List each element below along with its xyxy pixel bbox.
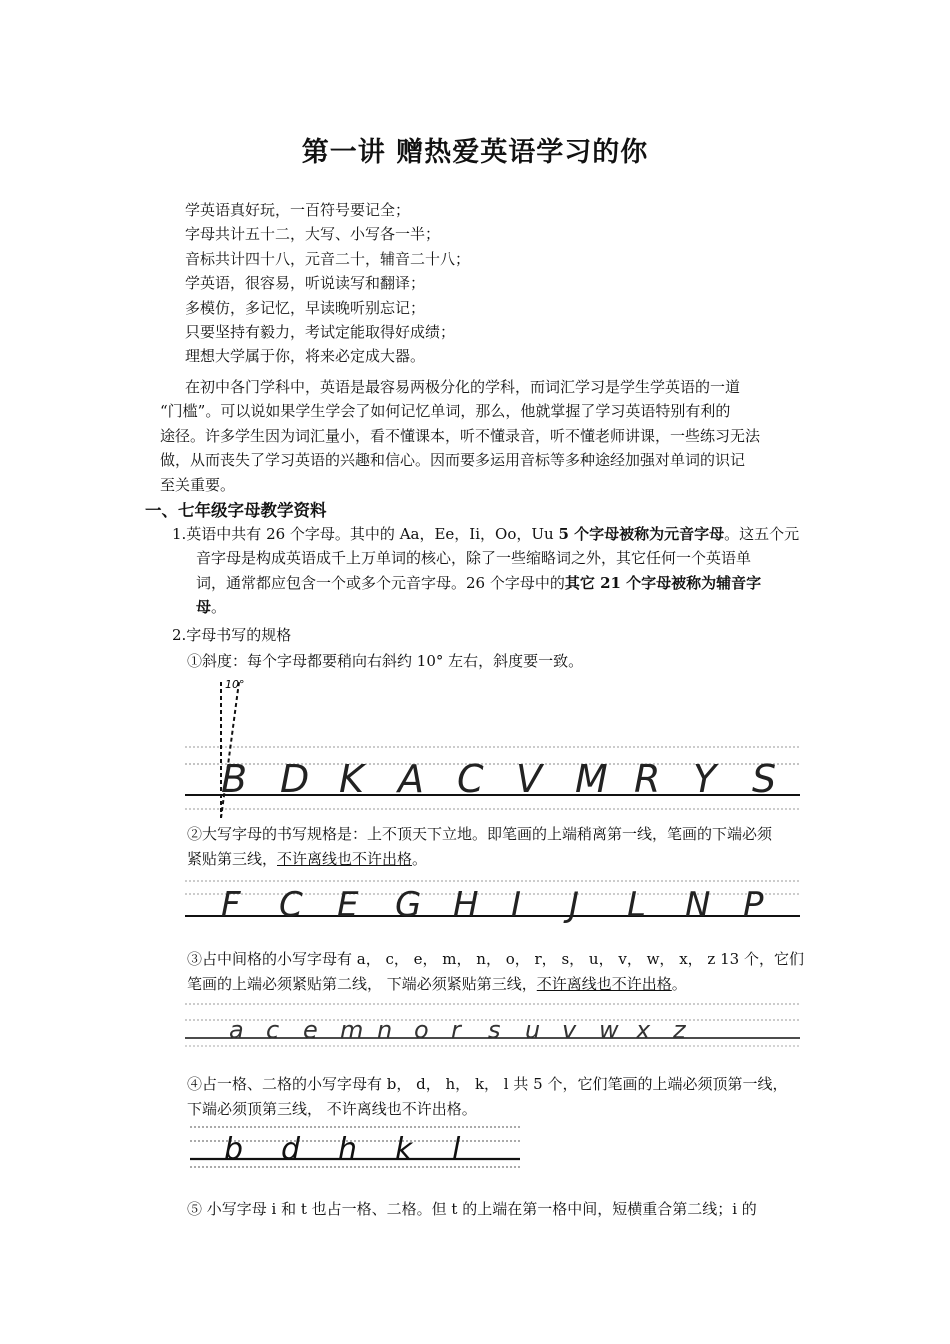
tall-sheet-svg [190,1121,530,1171]
handwritten-letter: R [634,757,661,801]
rule-text: 。 [412,850,428,868]
handwritten-letter: S [752,757,777,801]
poem-line: 学英语真好玩，一百符号要记全； [185,201,411,219]
rule-underlined: 不许离线也不许出格 [277,850,413,868]
intro-paragraph [160,375,810,497]
handwritten-letter: C [279,885,303,924]
rule-capitals: ②大写字母的书写规格是：上不顶天下立地。即笔画的上端稍离第一线，笔画的下端必须 [187,825,773,843]
capitals-sheet-svg [185,876,805,924]
handwriting-sheet-slant [185,672,805,818]
handwritten-letter: G [395,885,422,924]
middle-sheet-svg [185,998,805,1050]
handwritten-letter: C [457,757,484,801]
handwritten-letter: u [525,1016,541,1044]
handwritten-letter: K [339,757,364,801]
handwritten-letter: w [599,1016,619,1044]
handwritten-letter: V [516,757,542,801]
capital-letters [221,885,764,924]
point-1-text: 词，通常都应包含一个或多个元音字母。26 个字母中的 [196,573,565,592]
page-title: 第一讲 赠热爱英语学习的你 [301,137,649,168]
point-2-heading: 2.字母书写的规格 [172,626,292,644]
handwritten-letter: B [221,757,248,801]
point-1-bold: 母 [196,598,212,617]
handwriting-sheet-middle [185,998,805,1050]
handwritten-letter: I [511,885,522,924]
handwritten-letter: z [673,1016,686,1044]
intro-line: 途径。许多学生因为词汇量小，看不懂课本，听不懂录音，听不懂老师讲课，一些练习无法 [160,426,761,445]
rule-capitals-2 [187,847,427,871]
handwritten-letter: F [221,885,241,924]
handwritten-letter: L [627,885,646,924]
handwritten-letter: d [281,1132,301,1167]
handwritten-letter: v [562,1016,577,1044]
angle-label: 10° [225,678,245,691]
rule-text: 笔画的上端必须紧贴第二线， 下端必须紧贴第三线， [187,975,537,993]
handwritten-letter: e [303,1016,318,1044]
handwritten-letter: H [453,885,479,924]
rule-slant: ①斜度：每个字母都要稍向右斜约 10° 左右，斜度要一致。 [187,652,584,670]
handwriting-sheet-tall [190,1121,530,1171]
rule-i-t: ⑤ 小写字母 i 和 t 也占一格、二格。但 t 的上端在第一格中间，短横重合第二线；i 的 [187,1200,757,1218]
intro-line: 在初中各门学科中，英语是最容易两极分化的学科，而词汇学习是学生学英语的一道 [185,378,741,396]
poem-line: 多模仿，多记忆，早读晚听别忘记； [185,298,426,317]
handwritten-letter: a [229,1016,244,1044]
poem-line: 字母共计五十二，大写、小写各一半； [185,225,441,244]
slant-sheet-svg [185,672,805,818]
handwritten-letter: l [452,1132,461,1167]
handwritten-letter: h [338,1132,358,1167]
handwritten-letter: c [266,1016,280,1044]
rule-tall-lowercase: ④占一格、二格的小写字母有 b， d， h， k， l 共 5 个，它们笔画的上端必须顶第一线， [187,1075,788,1093]
handwritten-letter: Y [693,757,717,801]
handwritten-letter: r [451,1016,461,1044]
handwriting-sheet-capitals [185,876,805,924]
handwritten-letter: o [414,1016,429,1044]
point-1 [172,522,812,620]
point-1-line: 音字母是构成英语成千上万单词的核心，除了一些缩略词之外，其它任何一个英语单 [196,549,752,568]
handwritten-letter: A [398,757,424,801]
rule-text: 紧贴第三线， [187,850,278,868]
point-1-text: 。 [211,598,227,617]
intro-line: 做，从而丧失了学习英语的兴趣和信心。因而要多运用音标等多种途经加强对单词的识记 [160,451,746,470]
rule-tall-lowercase-2: 下端必须顶第三线， 不许离线也不许出格。 [187,1100,477,1118]
poem-line: 只要坚持有毅力，考试定能取得好成绩； [185,323,456,342]
handwritten-letter: x [636,1016,651,1044]
point-1-text: 。这五个元 [724,525,800,543]
handwritten-letter: n [377,1016,393,1044]
point-1-bold: 其它 21 个字母被称为辅音字 [564,573,762,592]
tall-letters [224,1132,461,1167]
rule-middle-lowercase-2 [187,972,687,996]
handwritten-letter: k [395,1132,413,1167]
intro-line: 至关重要。 [160,475,236,494]
intro-line: “门槛”。可以说如果学生学会了如何记忆单词，那么，他就掌握了学习英语特别有利的 [160,402,731,421]
poem-line: 理想大学属于你，将来必定成大器。 [185,347,426,366]
point-1-text: 1.英语中共有 26 个字母。其中的 Aa，Ee，Ii，Oo，Uu [172,525,559,543]
handwritten-letter: D [280,757,310,801]
point-1-bold: 5 个字母被称为元音字母 [558,525,725,543]
rule-text: 。 [671,975,687,993]
poem-line: 学英语，很容易，听说读写和翻译； [185,274,426,293]
handwritten-letter: J [569,885,580,924]
poem-line: 音标共计四十八，元音二十，辅音二十八； [185,249,471,268]
rule-middle-lowercase: ③占中间格的小写字母有 a， c， e， m， n， o， r， s， u， v， w， x， z 13 个，它们 [187,950,804,968]
section-heading: 一、七年级字母教学资料 [145,501,327,520]
handwritten-letter: s [488,1016,501,1044]
poem [185,198,470,369]
rule-underlined: 不许离线也不许出格 [536,975,672,993]
handwritten-letter: m [340,1016,364,1044]
handwritten-letter: b [224,1132,244,1167]
handwritten-letter: E [337,885,359,924]
handwritten-letter: P [743,885,764,924]
handwritten-letter: N [685,885,711,924]
handwritten-letter: M [575,757,608,801]
